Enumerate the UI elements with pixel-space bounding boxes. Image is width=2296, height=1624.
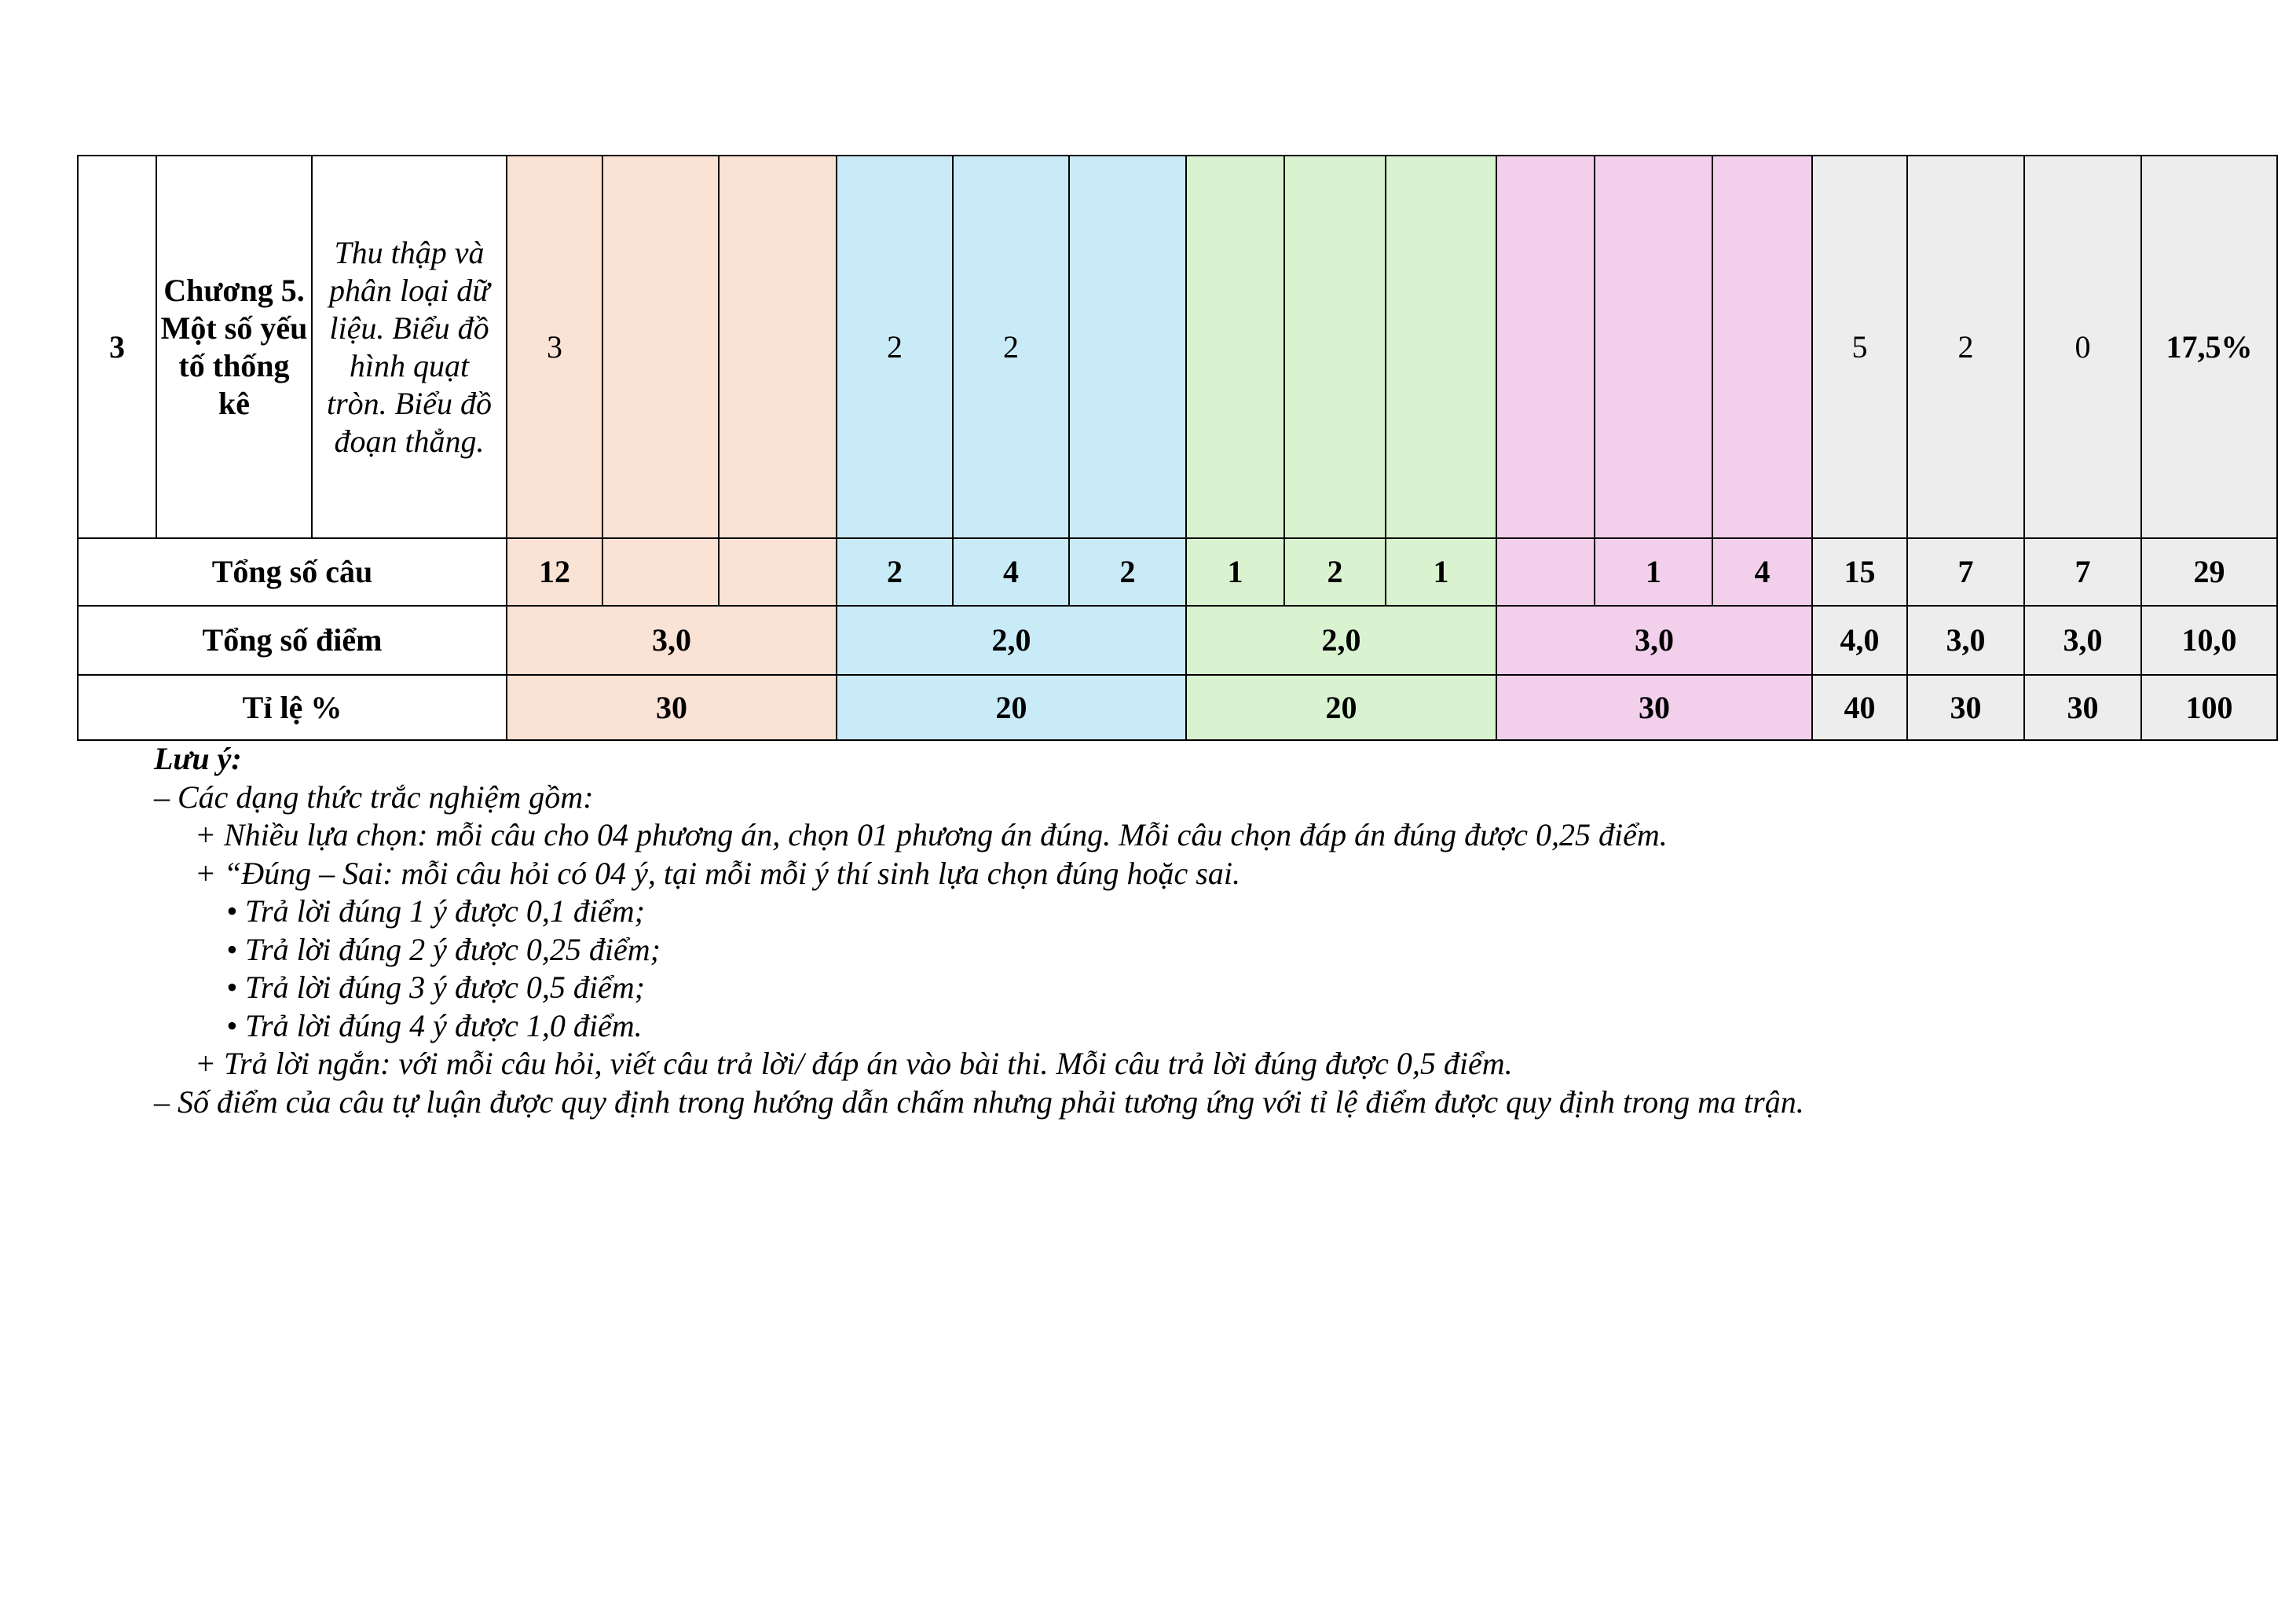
row-label: Tổng số điểm [78, 606, 507, 675]
note-line: • Trả lời đúng 2 ý được 0,25 điểm; [226, 931, 661, 967]
table-cell [719, 538, 837, 606]
note-line: + “Đúng – Sai: mỗi câu hỏi có 04 ý, tại mỗi mỗi ý thí sinh lựa chọn đúng hoặc sai. [195, 855, 1240, 891]
table-cell: 5 [1812, 156, 1907, 538]
note-line: + Trả lời ngắn: với mỗi câu hỏi, viết câu trả lời/ đáp án vào bài thi. Mỗi câu trả lời đúng được 0,5 điểm. [195, 1046, 1513, 1081]
table-cell: 7 [2024, 538, 2141, 606]
table-cell [602, 156, 719, 538]
exam-matrix-table [77, 155, 2278, 741]
table-cell: 3,0 [1907, 606, 2024, 675]
table-row-total-questions [78, 538, 2277, 606]
table-cell: 4 [953, 538, 1069, 606]
table-cell: 10,0 [2141, 606, 2277, 675]
table-cell: 4,0 [1812, 606, 1907, 675]
table-cell: 1 [1386, 538, 1496, 606]
table-cell [719, 156, 837, 538]
table-cell: 2 [837, 538, 953, 606]
table-cell [602, 538, 719, 606]
table-cell: 100 [2141, 675, 2277, 740]
table-cell-group: 3,0 [507, 606, 837, 675]
table-cell: 4 [1712, 538, 1812, 606]
table-cell: 0 [2024, 156, 2141, 538]
table-cell [1386, 156, 1496, 538]
table-cell [1712, 156, 1812, 538]
table-cell: 30 [1907, 675, 2024, 740]
table-cell [1284, 156, 1386, 538]
note-line: • Trả lời đúng 4 ý được 1,0 điểm. [226, 1007, 643, 1043]
table-cell-group: 20 [1186, 675, 1496, 740]
table-cell: 29 [2141, 538, 2277, 606]
notes-title: Lưu ý: [154, 741, 242, 776]
note-line: – Các dạng thức trắc nghiệm gồm: [154, 779, 594, 815]
table-cell: 2 [1907, 156, 2024, 538]
table-cell-group: 30 [507, 675, 837, 740]
table-cell: 2 [953, 156, 1069, 538]
table-cell [1069, 156, 1186, 538]
table-cell: 12 [507, 538, 602, 606]
table-cell-group: 2,0 [1186, 606, 1496, 675]
table-cell [1595, 156, 1712, 538]
table-row-ratio [78, 675, 2277, 740]
table-row-chapter-5 [78, 156, 2277, 538]
row-label: Tổng số câu [78, 538, 507, 606]
table-cell: 3 [507, 156, 602, 538]
chapter-name: Chương 5. Một số yếu tố thống kê [156, 156, 312, 538]
note-line: • Trả lời đúng 1 ý được 0,1 điểm; [226, 893, 645, 929]
note-line: + Nhiều lựa chọn: mỗi câu cho 04 phương án, chọn 01 phương án đúng. Mỗi câu chọn đáp án đúng được 0,25 điểm. [195, 817, 1668, 852]
row-label: Tỉ lệ % [78, 675, 507, 740]
table-cell [1496, 156, 1595, 538]
table-cell: 1 [1186, 538, 1284, 606]
table-cell: 2 [1069, 538, 1186, 606]
table-cell: 15 [1812, 538, 1907, 606]
table-cell [1496, 538, 1595, 606]
table-cell: 1 [1595, 538, 1712, 606]
table-cell [1186, 156, 1284, 538]
table-cell: 30 [2024, 675, 2141, 740]
table-cell: 2 [837, 156, 953, 538]
table-cell: 7 [1907, 538, 2024, 606]
table-cell-group: 3,0 [1496, 606, 1812, 675]
table-cell: 2 [1284, 538, 1386, 606]
row-number: 3 [78, 156, 156, 538]
table-cell-group: 30 [1496, 675, 1812, 740]
table-cell-percentage: 17,5% [2141, 156, 2277, 538]
topic-content: Thu thập và phân loại dữ liệu. Biểu đồ hình quạt tròn. Biểu đồ đoạn thẳng. [312, 156, 507, 538]
table-cell-group: 2,0 [837, 606, 1186, 675]
notes-section [154, 740, 2196, 1121]
table-cell-group: 20 [837, 675, 1186, 740]
table-cell: 40 [1812, 675, 1907, 740]
note-line: – Số điểm của câu tự luận được quy định trong hướng dẫn chấm nhưng phải tương ứng với tỉ lệ điểm được quy định trong ma trận. [154, 1083, 1804, 1120]
table-row-total-points [78, 606, 2277, 675]
table-cell: 3,0 [2024, 606, 2141, 675]
note-line: • Trả lời đúng 3 ý được 0,5 điểm; [226, 970, 645, 1005]
